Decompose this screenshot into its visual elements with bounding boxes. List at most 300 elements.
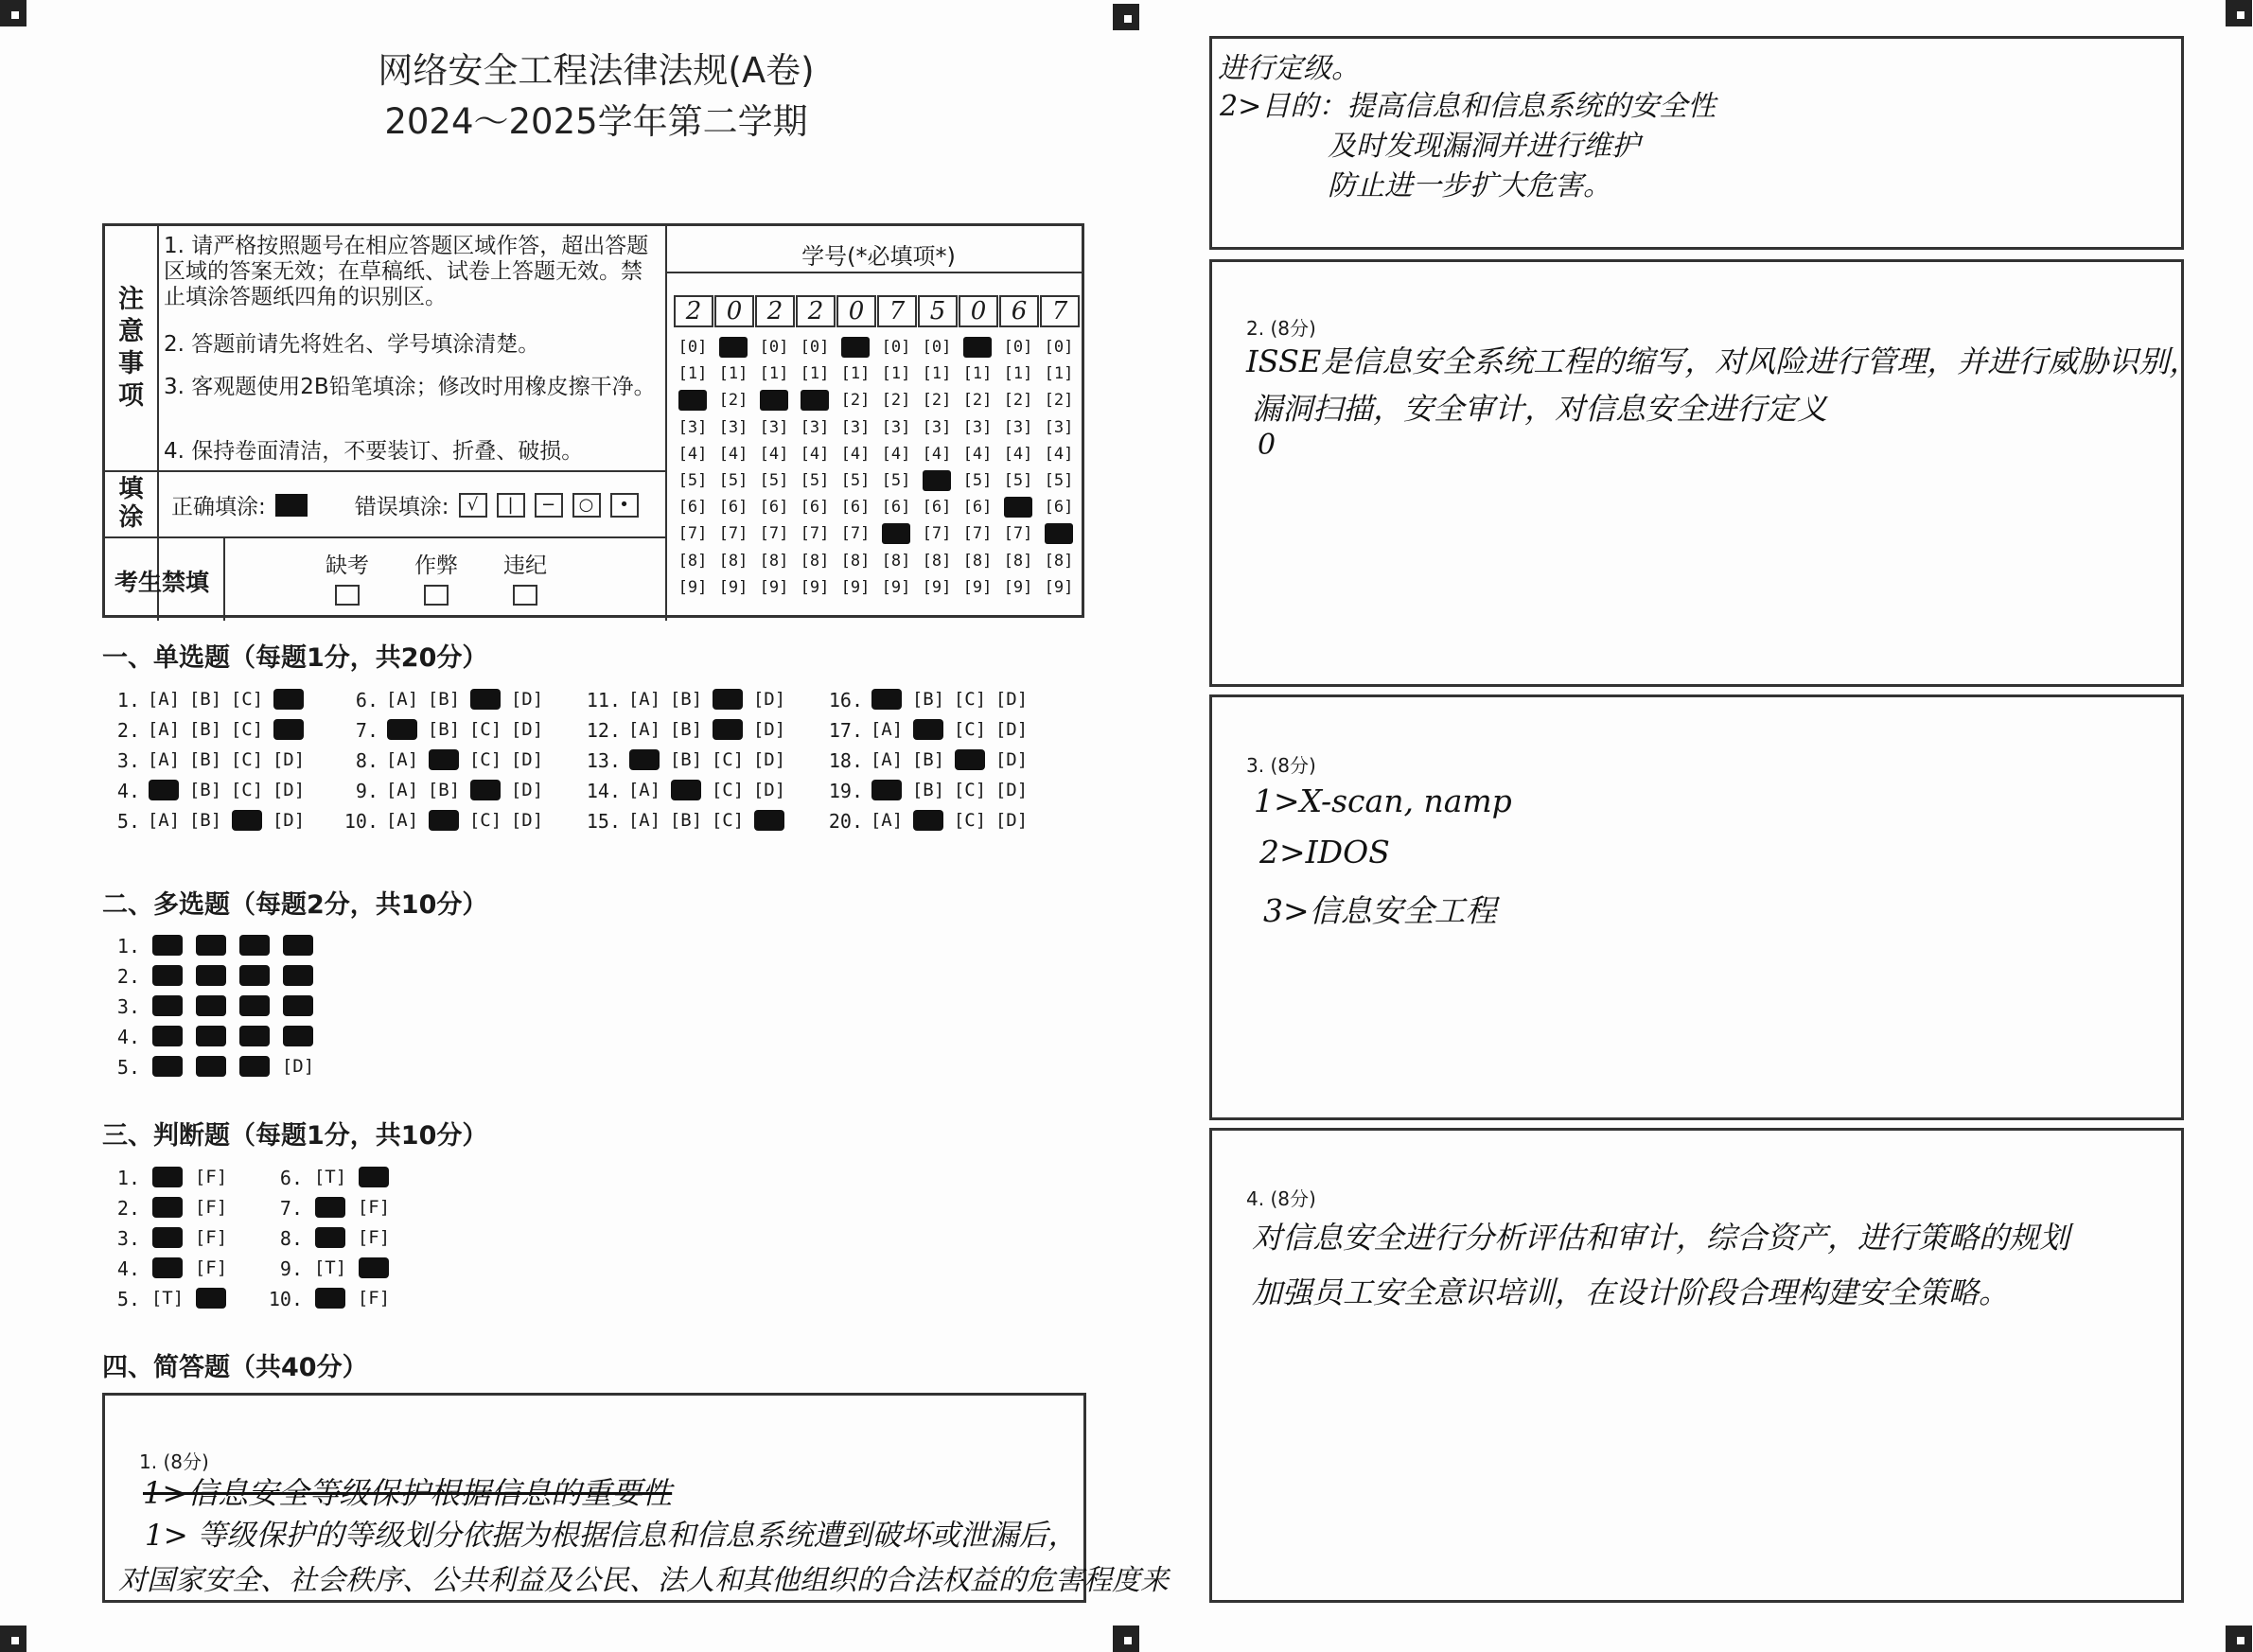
student-id-option[interactable]: [7]: [718, 524, 748, 544]
single-option-filled[interactable]: [955, 749, 985, 770]
fill-example-row: [171, 489, 639, 520]
student-id-digit: 7: [1040, 295, 1080, 327]
single-option[interactable]: [D]: [752, 719, 786, 740]
single-option[interactable]: [B]: [669, 810, 703, 831]
student-id-option[interactable]: [9]: [1044, 577, 1074, 597]
single-option[interactable]: [B]: [911, 749, 945, 770]
student-id-option[interactable]: [7]: [922, 524, 952, 544]
absent-checkbox[interactable]: [335, 585, 360, 606]
student-id-option[interactable]: [0]: [1044, 338, 1074, 357]
student-id-option[interactable]: [2]: [881, 391, 911, 411]
single-option[interactable]: [A]: [385, 749, 419, 770]
single-option[interactable]: [C]: [468, 719, 502, 740]
student-id-option[interactable]: [0]: [881, 338, 911, 357]
student-id-option[interactable]: [7]: [678, 524, 708, 544]
student-id-digit: 2: [674, 295, 713, 327]
single-option-filled[interactable]: [470, 780, 501, 800]
single-option-filled[interactable]: [871, 689, 902, 710]
single-option[interactable]: [D]: [272, 780, 306, 800]
single-question-number: 14.: [586, 780, 621, 802]
student-id-option[interactable]: [9]: [718, 577, 748, 597]
single-option[interactable]: [A]: [627, 719, 661, 740]
corner-marker-top-center: [1113, 4, 1139, 30]
cheat-checkbox[interactable]: [424, 585, 449, 606]
judge-option[interactable]: [F]: [357, 1288, 391, 1309]
judge-option[interactable]: [F]: [194, 1257, 228, 1278]
single-option[interactable]: [A]: [385, 810, 419, 831]
q4-label: 4. (8分): [1246, 1187, 1316, 1210]
student-id-option[interactable]: [7]: [759, 524, 789, 544]
student-id-option[interactable]: [7]: [840, 524, 871, 544]
q1-line-1: 1> 等级保护的等级划分依据为根据信息和信息系统遭到破坏或泄漏后，: [145, 1519, 1078, 1553]
single-option[interactable]: [C]: [468, 749, 502, 770]
single-option[interactable]: [D]: [510, 689, 544, 710]
single-option[interactable]: [D]: [510, 810, 544, 831]
student-id-option[interactable]: [3]: [1003, 417, 1033, 437]
student-id-option[interactable]: [3]: [881, 417, 911, 437]
single-option[interactable]: [A]: [627, 780, 661, 800]
student-id-option[interactable]: [9]: [678, 577, 708, 597]
student-id-option[interactable]: [9]: [759, 577, 789, 597]
q1-cont-line-2: 2>目的：提高信息和信息系统的安全性: [1220, 90, 1716, 123]
student-id-option[interactable]: [0]: [678, 338, 708, 357]
multi-option-filled[interactable]: [152, 965, 183, 986]
single-question-number: 6.: [355, 689, 378, 712]
student-id-option[interactable]: [5]: [718, 471, 748, 490]
student-id-option[interactable]: [8]: [1044, 551, 1074, 571]
student-id-option[interactable]: [3]: [840, 417, 871, 437]
student-id-option[interactable]: [8]: [962, 551, 993, 571]
single-question-number: 17.: [828, 719, 863, 742]
student-id-option[interactable]: [3]: [759, 417, 789, 437]
single-option-filled[interactable]: [913, 810, 943, 831]
student-id-option[interactable]: [4]: [1003, 444, 1033, 464]
student-id-option[interactable]: [6]: [1044, 498, 1074, 518]
answer-box-q4: [1209, 1128, 2184, 1603]
student-id-option-filled[interactable]: [923, 470, 951, 491]
forbidden-label: 考生禁填: [114, 569, 210, 596]
corner-marker-top-right: [2226, 0, 2252, 26]
judge-option[interactable]: [F]: [194, 1197, 228, 1218]
student-id-option-filled[interactable]: [678, 390, 707, 411]
student-id-option[interactable]: [4]: [922, 444, 952, 464]
forbidden-absent: 缺考: [309, 548, 385, 606]
single-option[interactable]: [B]: [188, 719, 222, 740]
single-option[interactable]: [D]: [994, 689, 1029, 710]
student-id-option[interactable]: [6]: [840, 498, 871, 518]
single-option-filled[interactable]: [629, 749, 660, 770]
single-option[interactable]: [D]: [994, 780, 1029, 800]
student-id-title: 学号(*必填项*): [801, 243, 956, 270]
student-id-option[interactable]: [2]: [1044, 391, 1074, 411]
student-id-digit: 2: [796, 295, 836, 327]
student-id-option[interactable]: [1]: [922, 364, 952, 384]
student-id-option-filled[interactable]: [719, 337, 748, 358]
judge-option[interactable]: [T]: [313, 1167, 347, 1187]
wrong-fill-bar: |: [497, 493, 525, 518]
student-id-option[interactable]: [7]: [800, 524, 830, 544]
multi-option-filled[interactable]: [196, 965, 226, 986]
student-id-option[interactable]: [1]: [962, 364, 993, 384]
student-id-option[interactable]: [4]: [840, 444, 871, 464]
judge-option-filled[interactable]: [152, 1257, 183, 1278]
single-question-number: 12.: [586, 719, 621, 742]
student-id-option[interactable]: [1]: [718, 364, 748, 384]
single-option-filled[interactable]: [429, 749, 459, 770]
multi-option-filled[interactable]: [239, 995, 270, 1016]
student-id-option[interactable]: [1]: [840, 364, 871, 384]
single-option[interactable]: [D]: [752, 780, 786, 800]
student-id-option[interactable]: [9]: [962, 577, 993, 597]
single-option[interactable]: [D]: [510, 749, 544, 770]
student-id-option[interactable]: [1]: [678, 364, 708, 384]
single-option[interactable]: [C]: [230, 719, 264, 740]
multi-option-filled[interactable]: [152, 995, 183, 1016]
student-id-option[interactable]: [4]: [800, 444, 830, 464]
student-id-option[interactable]: [5]: [759, 471, 789, 490]
single-option[interactable]: [D]: [272, 749, 306, 770]
multi-option-filled[interactable]: [196, 1026, 226, 1046]
student-id-option[interactable]: [5]: [800, 471, 830, 490]
single-option[interactable]: [D]: [510, 780, 544, 800]
student-id-option[interactable]: [6]: [881, 498, 911, 518]
multi-option-filled[interactable]: [239, 1056, 270, 1077]
student-id-option[interactable]: [1]: [881, 364, 911, 384]
judge-option[interactable]: [F]: [194, 1227, 228, 1248]
single-option-filled[interactable]: [754, 810, 784, 831]
student-id-option[interactable]: [8]: [800, 551, 830, 571]
student-id-option[interactable]: [0]: [759, 338, 789, 357]
judge-option[interactable]: [F]: [357, 1227, 391, 1248]
multi-option-filled[interactable]: [239, 965, 270, 986]
judge-question-number: 3.: [116, 1227, 140, 1250]
student-id-option[interactable]: [5]: [962, 471, 993, 490]
single-choice-title: 一、单选题（每题1分，共20分）: [102, 643, 488, 673]
judge-question-number: 6.: [279, 1167, 303, 1189]
single-option[interactable]: [C]: [711, 780, 745, 800]
judge-option-filled[interactable]: [196, 1288, 226, 1309]
single-option-filled[interactable]: [149, 780, 179, 800]
student-id-option[interactable]: [8]: [1003, 551, 1033, 571]
q1-struck-line: 1>信息安全等级保护根据信息的重要性: [143, 1475, 673, 1511]
single-option[interactable]: [B]: [188, 749, 222, 770]
q2-line-3: 0: [1258, 429, 1276, 462]
q3-line-2: 2>IDOS: [1259, 834, 1390, 870]
single-option[interactable]: [A]: [385, 780, 419, 800]
student-id-option[interactable]: [3]: [1044, 417, 1074, 437]
student-id-option[interactable]: [6]: [922, 498, 952, 518]
student-id-option[interactable]: [1]: [1003, 364, 1033, 384]
q3-line-3: 3>信息安全工程: [1263, 892, 1497, 929]
judge-question-number: 2.: [116, 1197, 140, 1220]
judge-option-filled[interactable]: [315, 1227, 345, 1248]
student-id-option[interactable]: [3]: [922, 417, 952, 437]
student-id-option[interactable]: [1]: [759, 364, 789, 384]
multi-option-filled[interactable]: [196, 1056, 226, 1077]
student-id-option-filled[interactable]: [760, 390, 788, 411]
student-id-option[interactable]: [2]: [718, 391, 748, 411]
single-question-number: 19.: [828, 780, 863, 802]
student-id-option[interactable]: [2]: [1003, 391, 1033, 411]
fill-label: [105, 470, 157, 536]
single-option[interactable]: [B]: [669, 749, 703, 770]
student-id-option[interactable]: [4]: [962, 444, 993, 464]
student-id-option[interactable]: [5]: [840, 471, 871, 490]
single-question-number: 10.: [343, 810, 378, 833]
note-4: 4. 保持卷面清洁，不要装订、折叠、破损。: [164, 439, 584, 464]
single-question-number: 15.: [586, 810, 621, 833]
multi-option-filled[interactable]: [283, 995, 313, 1016]
single-option[interactable]: [B]: [427, 780, 461, 800]
single-option[interactable]: [B]: [188, 689, 222, 710]
multi-option[interactable]: [D]: [281, 1056, 315, 1077]
student-id-option[interactable]: [2]: [840, 391, 871, 411]
student-id-option[interactable]: [4]: [678, 444, 708, 464]
single-option[interactable]: [C]: [953, 810, 987, 831]
answer-box-q3: [1209, 694, 2184, 1120]
judge-option-filled[interactable]: [315, 1288, 345, 1309]
judge-option[interactable]: [F]: [357, 1197, 391, 1218]
student-id-digit: 5: [918, 295, 958, 327]
short-answer-title: 四、简答题（共40分）: [102, 1353, 368, 1382]
single-option[interactable]: [B]: [427, 689, 461, 710]
judge-question-number: 5.: [116, 1288, 140, 1310]
single-question-number: 3.: [116, 749, 140, 772]
single-option-filled[interactable]: [232, 810, 262, 831]
q4-line-1: 对信息安全进行分析评估和审计，综合资产，进行策略的规划: [1252, 1220, 2070, 1256]
multi-option-filled[interactable]: [239, 935, 270, 956]
student-id-option[interactable]: [0]: [1003, 338, 1033, 357]
single-option[interactable]: [A]: [627, 810, 661, 831]
single-option[interactable]: [B]: [669, 719, 703, 740]
single-option[interactable]: [A]: [627, 689, 661, 710]
multi-option-filled[interactable]: [239, 1026, 270, 1046]
single-option[interactable]: [A]: [870, 749, 904, 770]
student-id-option[interactable]: [3]: [678, 417, 708, 437]
single-option[interactable]: [C]: [953, 780, 987, 800]
wrong-fill-circle: ○: [572, 493, 601, 518]
single-option[interactable]: [D]: [510, 719, 544, 740]
single-option[interactable]: [C]: [953, 719, 987, 740]
student-id-option[interactable]: [6]: [800, 498, 830, 518]
student-id-option[interactable]: [5]: [1003, 471, 1033, 490]
single-option[interactable]: [A]: [147, 719, 181, 740]
exam-term: 2024～2025学年第二学期: [384, 101, 808, 142]
single-question-number: 18.: [828, 749, 863, 772]
student-id-option-filled[interactable]: [801, 390, 829, 411]
note-3: 3. 客观题使用2B铅笔填涂；修改时用橡皮擦干净。: [164, 375, 656, 399]
student-id-option-filled[interactable]: [1045, 523, 1073, 544]
multi-option-filled[interactable]: [283, 965, 313, 986]
student-id-option[interactable]: [5]: [1044, 471, 1074, 490]
student-id-option[interactable]: [7]: [962, 524, 993, 544]
judge-question-number: 4.: [116, 1257, 140, 1280]
single-question-number: 5.: [116, 810, 140, 833]
student-id-option[interactable]: [3]: [800, 417, 830, 437]
q1-cont-line-3: 及时发现漏洞并进行维护: [1328, 130, 1640, 163]
single-option[interactable]: [D]: [752, 689, 786, 710]
single-question-number: 11.: [586, 689, 621, 712]
student-id-option[interactable]: [4]: [718, 444, 748, 464]
header-info-table: [102, 223, 1084, 618]
student-id-option[interactable]: [0]: [800, 338, 830, 357]
multi-option-filled[interactable]: [152, 1026, 183, 1046]
single-option-filled[interactable]: [671, 780, 701, 800]
multi-option-filled[interactable]: [152, 935, 183, 956]
judge-option-filled[interactable]: [152, 1167, 183, 1187]
q3-label: 3. (8分): [1246, 754, 1316, 777]
judge-question-number: 7.: [279, 1197, 303, 1220]
single-option-filled[interactable]: [273, 689, 304, 710]
multi-option-filled[interactable]: [196, 995, 226, 1016]
notes-label-char: 事: [118, 349, 144, 378]
single-option[interactable]: [A]: [385, 689, 419, 710]
single-question-number: 13.: [586, 749, 621, 772]
student-id-option[interactable]: [6]: [678, 498, 708, 518]
student-id-option[interactable]: [9]: [1003, 577, 1033, 597]
wrong-fill-dash: −: [535, 493, 563, 518]
student-id-digit: 0: [959, 295, 998, 327]
single-option[interactable]: [B]: [669, 689, 703, 710]
multi-question-number: 4.: [116, 1026, 140, 1048]
judge-question-number: 8.: [279, 1227, 303, 1250]
student-id-option[interactable]: [5]: [678, 471, 708, 490]
student-id-option[interactable]: [6]: [718, 498, 748, 518]
q4-line-2: 加强员工安全意识培训，在设计阶段合理构建安全策略。: [1252, 1274, 2010, 1310]
single-question-number: 1.: [116, 689, 140, 712]
single-option-filled[interactable]: [387, 719, 417, 740]
student-id-option[interactable]: [1]: [800, 364, 830, 384]
student-id-option[interactable]: [1]: [1044, 364, 1074, 384]
student-id-option[interactable]: [3]: [962, 417, 993, 437]
single-question-number: 7.: [355, 719, 378, 742]
judge-option[interactable]: [T]: [313, 1257, 347, 1278]
single-option-filled[interactable]: [470, 689, 501, 710]
multi-option-filled[interactable]: [196, 935, 226, 956]
notes-label-char: 项: [118, 381, 144, 411]
student-id-option-filled[interactable]: [841, 337, 870, 358]
single-option[interactable]: [A]: [870, 719, 904, 740]
wrong-fill-label: 错误填涂:: [354, 495, 449, 519]
student-id-option[interactable]: [5]: [881, 471, 911, 490]
single-option[interactable]: [A]: [870, 810, 904, 831]
single-question-number: 16.: [828, 689, 863, 712]
single-option[interactable]: [D]: [752, 749, 786, 770]
student-id-option[interactable]: [8]: [881, 551, 911, 571]
note-1: 1. 请严格按照题号在相应答题区域作答，超出答题区域的答案无效；在草稿纸、试卷上答题无效。禁止填涂答题纸四角的识别区。: [164, 234, 649, 309]
single-question-number: 2.: [116, 719, 140, 742]
student-id-option[interactable]: [9]: [800, 577, 830, 597]
student-id-digit: 0: [714, 295, 754, 327]
single-option[interactable]: [B]: [911, 689, 945, 710]
single-option[interactable]: [C]: [230, 780, 264, 800]
single-option-filled[interactable]: [429, 810, 459, 831]
single-option[interactable]: [C]: [711, 810, 745, 831]
judge-option[interactable]: [F]: [194, 1167, 228, 1187]
single-option[interactable]: [B]: [188, 780, 222, 800]
single-option[interactable]: [C]: [711, 749, 745, 770]
single-option[interactable]: [D]: [994, 749, 1029, 770]
judge-option-filled[interactable]: [359, 1257, 389, 1278]
student-id-option-filled[interactable]: [1004, 497, 1032, 518]
single-option[interactable]: [B]: [188, 810, 222, 831]
student-id-option[interactable]: [8]: [840, 551, 871, 571]
single-option[interactable]: [D]: [994, 810, 1029, 831]
correct-fill-label: 正确填涂:: [171, 495, 266, 519]
single-option[interactable]: [C]: [230, 749, 264, 770]
student-id-option[interactable]: [8]: [678, 551, 708, 571]
single-option[interactable]: [B]: [911, 780, 945, 800]
student-id-option[interactable]: [2]: [922, 391, 952, 411]
answer-box-q1: [102, 1393, 1169, 1603]
multi-option-filled[interactable]: [283, 935, 313, 956]
judge-option-filled[interactable]: [315, 1197, 345, 1218]
student-id-option[interactable]: [4]: [881, 444, 911, 464]
single-option[interactable]: [C]: [468, 810, 502, 831]
judge-option-filled[interactable]: [152, 1227, 183, 1248]
violation-checkbox[interactable]: [513, 585, 537, 606]
q1-cont-line-4: 防止进一步扩大危害。: [1328, 169, 1611, 202]
multi-option-filled[interactable]: [283, 1026, 313, 1046]
student-id-option-filled[interactable]: [963, 337, 992, 358]
student-id-option[interactable]: [7]: [1003, 524, 1033, 544]
fill-label-char: 填: [118, 475, 144, 503]
student-id-option[interactable]: [8]: [759, 551, 789, 571]
student-id-digit: 6: [999, 295, 1039, 327]
student-id-option[interactable]: [0]: [922, 338, 952, 357]
single-option[interactable]: [A]: [147, 749, 181, 770]
single-option-filled[interactable]: [871, 780, 902, 800]
student-id-option[interactable]: [6]: [962, 498, 993, 518]
student-id-option[interactable]: [4]: [759, 444, 789, 464]
judge-option-filled[interactable]: [359, 1167, 389, 1187]
judge-question-number: 9.: [279, 1257, 303, 1280]
multi-question-number: 3.: [116, 995, 140, 1018]
student-id-option[interactable]: [8]: [922, 551, 952, 571]
single-option[interactable]: [D]: [272, 810, 306, 831]
student-id-option[interactable]: [9]: [840, 577, 871, 597]
student-id-option[interactable]: [3]: [718, 417, 748, 437]
student-id-option[interactable]: [9]: [881, 577, 911, 597]
q2-line-2: 漏洞扫描，安全审计，对信息安全进行定义: [1252, 391, 1828, 427]
single-option-filled[interactable]: [273, 719, 304, 740]
single-option-filled[interactable]: [913, 719, 943, 740]
student-id-option[interactable]: [8]: [718, 551, 748, 571]
single-option[interactable]: [C]: [230, 689, 264, 710]
notes-label-char: 意: [118, 317, 144, 346]
single-option-filled[interactable]: [713, 689, 743, 710]
multi-choice-title: 二、多选题（每题2分，共10分）: [102, 890, 488, 920]
student-id-option[interactable]: [6]: [759, 498, 789, 518]
judge-option-filled[interactable]: [152, 1197, 183, 1218]
single-option[interactable]: [C]: [953, 689, 987, 710]
single-option-filled[interactable]: [713, 719, 743, 740]
corner-marker-top-left: [0, 0, 26, 26]
judge-option[interactable]: [T]: [150, 1288, 185, 1309]
q1-line-2: 对国家安全、社会秩序、公共利益及公民、法人和其他组织的合法权益的危害程度来: [118, 1564, 1169, 1597]
student-id-option-filled[interactable]: [882, 523, 910, 544]
single-option[interactable]: [D]: [994, 719, 1029, 740]
student-id-option[interactable]: [4]: [1044, 444, 1074, 464]
student-id-option[interactable]: [9]: [922, 577, 952, 597]
forbidden-cheat: 作弊: [398, 548, 474, 606]
single-option[interactable]: [B]: [427, 719, 461, 740]
multi-option-filled[interactable]: [152, 1056, 183, 1077]
corner-marker-bottom-right: [2226, 1626, 2252, 1652]
student-id-option[interactable]: [2]: [962, 391, 993, 411]
single-option[interactable]: [A]: [147, 810, 181, 831]
single-option[interactable]: [A]: [147, 689, 181, 710]
